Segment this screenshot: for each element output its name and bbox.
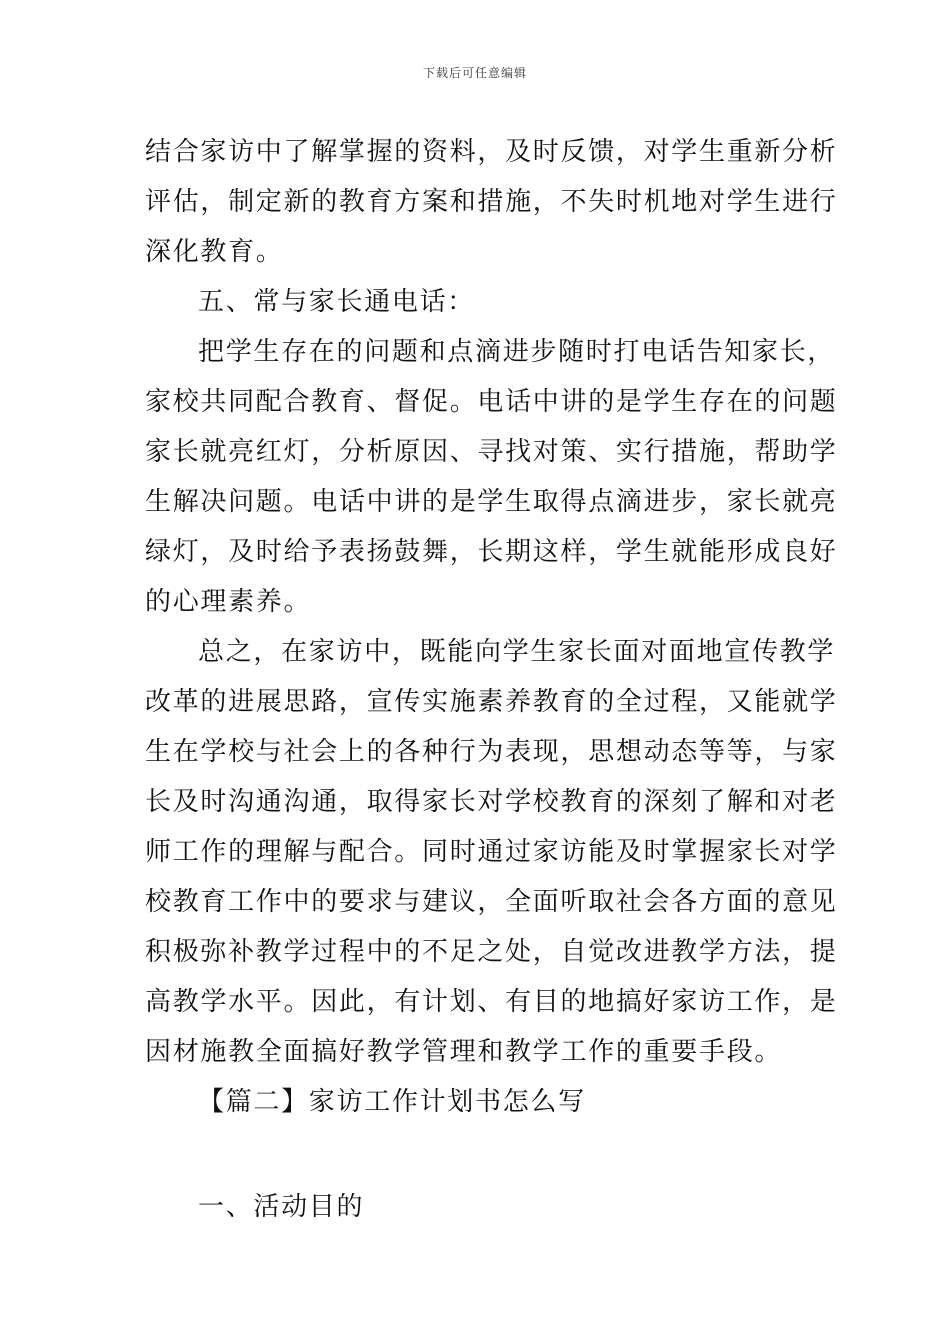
text-line: 绿灯，及时给予表扬鼓舞，长期这样，学生就能形成良好 — [145, 537, 838, 567]
text-line: 家长就亮红灯，分析原因、寻找对策、实行措施，帮助学 — [145, 437, 838, 467]
text-line: 师工作的理解与配合。同时通过家访能及时掌握家长对学 — [145, 837, 838, 867]
text-line: 结合家访中了解掌握的资料，及时反馈，对学生重新分析 — [145, 137, 838, 167]
page-header: 下载后可任意编辑 — [422, 66, 527, 80]
section-heading: 一、活动目的 — [198, 1192, 365, 1222]
text-line: 生在学校与社会上的各种行为表现，思想动态等等，与家 — [145, 737, 838, 767]
text-line: 因材施教全面搞好教学管理和教学工作的重要手段。 — [145, 1037, 783, 1067]
text-line: 长及时沟通沟通，取得家长对学校教育的深刻了解和对老 — [145, 787, 838, 817]
text-line: 总之，在家访中，既能向学生家长面对面地宣传教学 — [198, 637, 836, 667]
text-line: 生解决问题。电话中讲的是学生取得点滴进步，家长就亮 — [145, 487, 838, 517]
text-line: 深化教育。 — [145, 237, 284, 267]
text-line: 把学生存在的问题和点滴进步随时打电话告知家长， — [198, 337, 836, 367]
text-line: 高教学水平。因此，有计划、有目的地搞好家访工作，是 — [145, 987, 838, 1017]
text-line: 家校共同配合教育、督促。电话中讲的是学生存在的问题 — [145, 387, 838, 417]
document-body — [145, 130, 838, 1235]
blank-space — [145, 1130, 810, 1185]
text-line: 校教育工作中的要求与建议，全面听取社会各方面的意见 — [145, 887, 838, 917]
text-line: 积极弥补教学过程中的不足之处，自觉改进教学方法，提 — [145, 937, 838, 967]
text-line: 评估，制定新的教育方案和措施，不失时机地对学生进行 — [145, 187, 838, 217]
article-heading: 【篇二】家访工作计划书怎么写 — [198, 1087, 586, 1117]
text-line: 的心理素养。 — [145, 587, 312, 617]
section-heading: 五、常与家长通电话： — [198, 287, 476, 317]
text-line: 改革的进展思路，宣传实施素养教育的全过程，又能就学 — [145, 687, 838, 717]
